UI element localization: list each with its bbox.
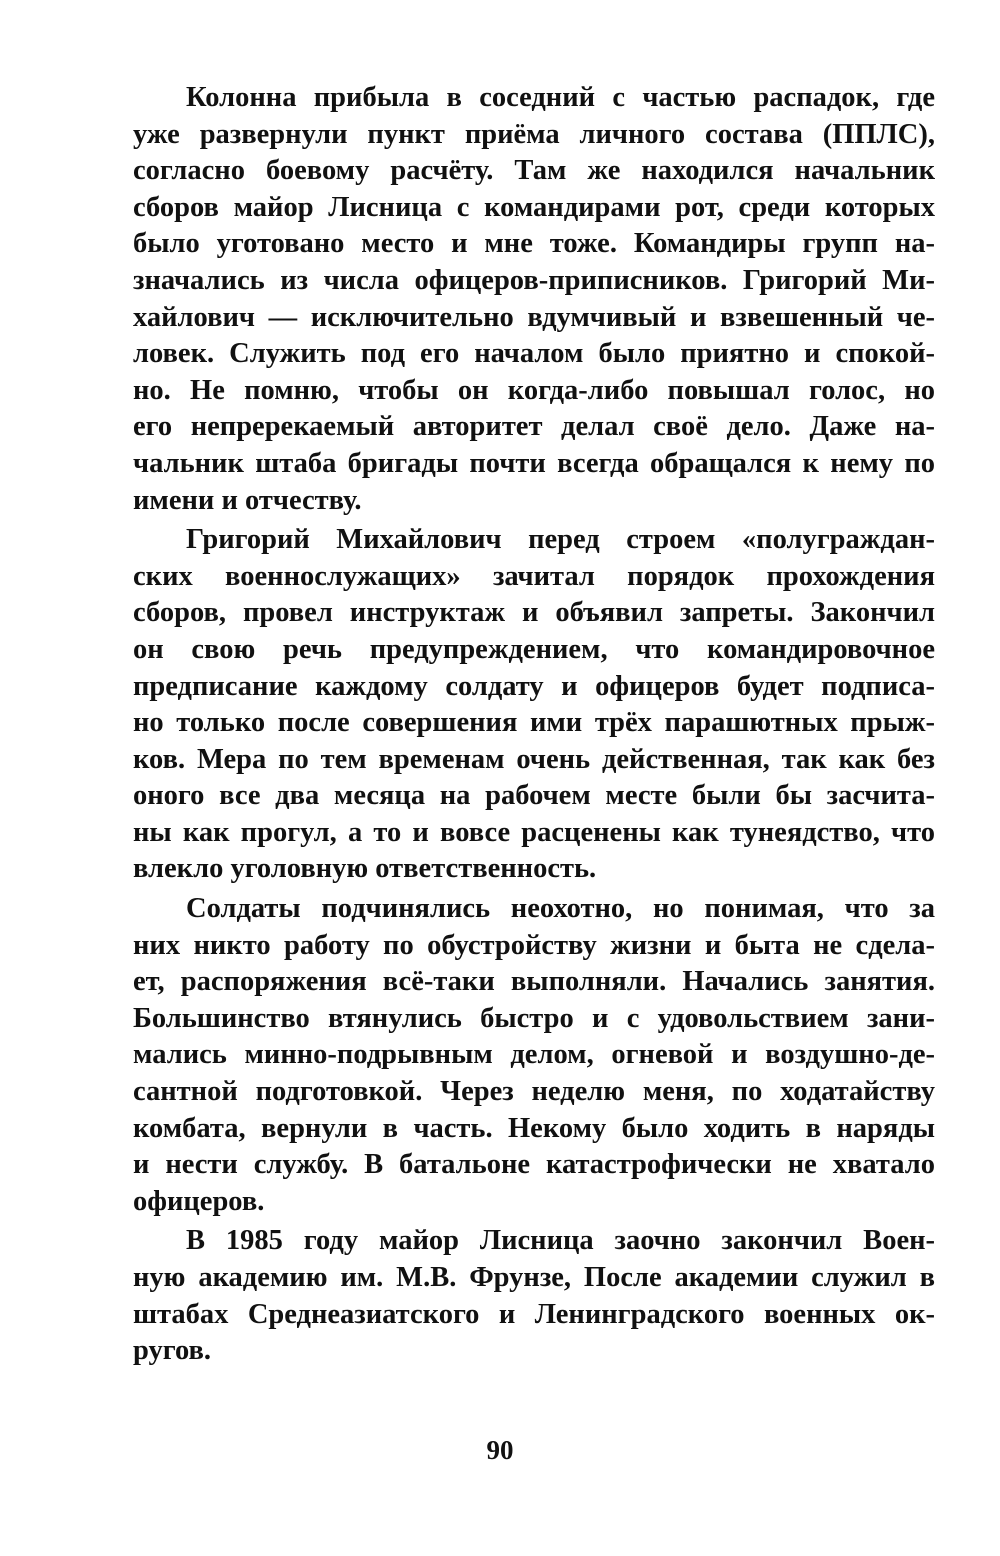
text-block	[133, 80, 935, 1370]
text-line: уже развернули пункт приёма личного состава (ППЛС),	[133, 118, 935, 150]
text-line: он свою речь предупреждением, что командировочное	[133, 633, 935, 665]
text-line: них никто работу по обустройству жизни и быта не сдела-	[133, 929, 935, 961]
text-line: Колонна прибыла в соседний с частью распадок, где	[186, 82, 935, 113]
text-line: согласно боевому расчёту. Там же находился начальник	[133, 155, 935, 187]
text-line: значались из числа офицеров-приписников. Григорий Ми-	[133, 264, 935, 296]
text-line: Григорий Михайлович перед строем «полуграждан-	[186, 524, 935, 556]
text-line: ругов.	[133, 1335, 212, 1367]
text-line: оного все два месяца на рабочем месте были бы засчита-	[133, 780, 935, 812]
text-line: сантной подготовкой. Через неделю меня, по ходатайству	[133, 1076, 935, 1108]
text-line: Большинство втянулись быстро и с удовольствием зани-	[133, 1002, 935, 1034]
text-line: его непререкаемый авторитет делал своё дело. Даже на-	[133, 411, 935, 443]
text-line: и нести службу. В батальоне катастрофически не хватало	[133, 1149, 935, 1181]
text-line: сборов, провел инструктаж и объявил запреты. Закончил	[133, 597, 935, 629]
text-line: ских военнослужащих» зачитал порядок прохождения	[133, 560, 935, 592]
text-line: но. Не помню, чтобы он когда-либо повышал голос, но	[133, 374, 935, 406]
text-line: имени и отчеству.	[133, 484, 362, 516]
text-line: хайлович — исключительно вдумчивый и взвешенный че-	[133, 301, 935, 333]
text-line: В 1985 году майор Лисница заочно закончил Воен-	[186, 1225, 935, 1257]
text-line: комбата, вернули в часть. Некому было ходить в наряды	[133, 1112, 935, 1144]
text-line: ную академию им. М.В. Фрунзе, После академии служил в	[133, 1262, 935, 1293]
text-line: предписание каждому солдату и офицеров будет подписа-	[133, 670, 935, 702]
paragraph	[133, 1223, 935, 1369]
text-line: но только после совершения ими трёх парашютных прыж-	[133, 707, 935, 739]
text-line: было уготовано место и мне тоже. Командиры групп на-	[133, 228, 935, 260]
paragraph	[133, 80, 935, 519]
text-line: ет, распоряжения всё-таки выполняли. Начались занятия.	[133, 966, 935, 998]
text-line: сборов майор Лисница с командирами рот, среди которых	[133, 191, 935, 223]
text-line: мались минно-подрывным делом, огневой и воздушно-де-	[133, 1039, 935, 1071]
page-number: 90	[486, 1435, 514, 1465]
paragraph	[133, 522, 935, 888]
paragraph	[133, 891, 935, 1220]
text-line: Солдаты подчинялись неохотно, но понимая, что за	[186, 893, 935, 925]
text-line: ков. Мера по тем временам очень действенная, так как без	[133, 743, 935, 775]
text-line: чальник штаба бригады почти всегда обращался к нему по	[133, 447, 935, 479]
text-line: ны как прогул, а то и вовсе расценены как тунеядство, что	[133, 816, 935, 848]
text-line: офицеров.	[133, 1185, 265, 1217]
text-line: штабах Среднеазиатского и Ленинградского военных ок-	[133, 1298, 935, 1330]
text-line: ловек. Служить под его началом было приятно и спокой-	[133, 338, 935, 370]
text-line: влекло уголовную ответственность.	[133, 853, 597, 885]
